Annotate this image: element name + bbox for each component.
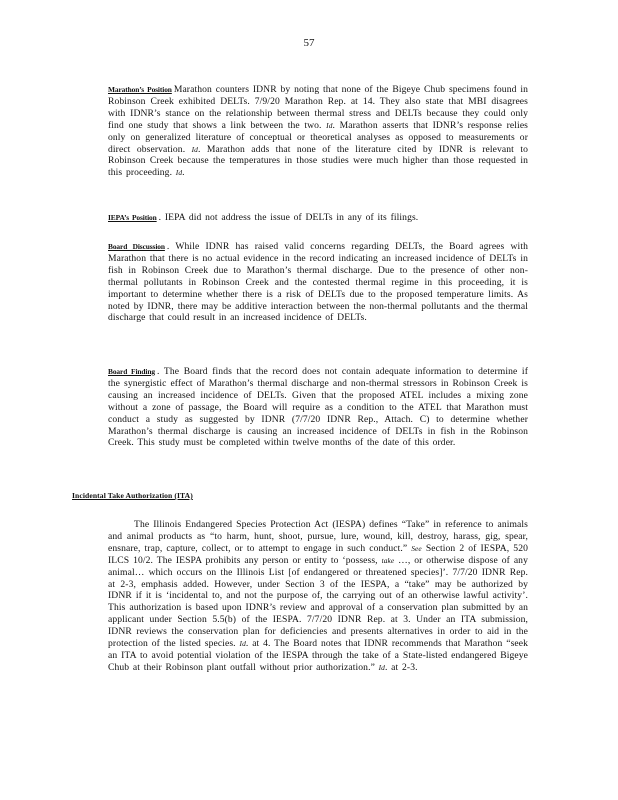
page-number: 57 bbox=[303, 37, 315, 49]
citation-see: See bbox=[411, 543, 422, 553]
paragraph-text: …, or otherwise dispose of any animal… which occurs on the Illinois List [of endangered or threatened species]’. 7/7/20 IDNR Rep. at 2-3, emphasis added. However, under Section 3 of the IESPA, a “take” may be authorized by IDNR if it is ‘incidental to, and not the purpose of, the carrying out of an otherwise lawful activity’. This authorization is based upon IDNR’s review and approval of a conservation plan submitted by an applicant under Section 5.5(b) of the IESPA. 7/7/20 IDNR Rep. at 3. Under an ITA submission, IDNR reviews the conservation plan for deficiencies and presents alternatives in order to aid in the protection of the listed species. bbox=[108, 554, 528, 650]
paragraph-board-finding bbox=[108, 366, 528, 449]
paragraph-text: . Marathon asserts that IDNR’s response relies only on generalized literature of conceptual or theoretical analyses as opposed to measurements or direct observation. bbox=[108, 119, 529, 155]
paragraph-text: . at 4. The Board notes that IDNR recommends that Marathon “seek an ITA to avoid potential violation of the IESPA through the take of a State-listed endangered Bigeye Chub at their Robinson plant outfall without prior authorization.” bbox=[108, 638, 529, 673]
citation-id: Id bbox=[175, 168, 183, 178]
paragraph-text: . The Board finds that the record does not contain adequate information to determine if the synergistic effect of Marathon’s thermal discharge and non-thermal stressors in Robinson Creek is causing an increased incidence of DELTs. Given that the proposed ATEL includes a mixing zone without a zone of passage, the Board will require as a condition to the ATEL that Marathon must conduct a study as suggested by IDNR (7/7/20 IDNR Rep., Attach. C) to determine whether Marathon’s thermal discharge is causing an increased incidence of DELTs in fish in the Robinson Creek. This study must be completed within twelve months of the date of this order. bbox=[108, 366, 528, 449]
paragraph-text: . bbox=[182, 167, 185, 179]
citation-id: Id bbox=[191, 144, 198, 154]
heading-marathon-position: Marathon’s Position bbox=[108, 85, 172, 94]
section-heading-ita: Incidental Take Authorization (ITA) bbox=[72, 491, 193, 500]
heading-board-discussion: Board Discussion bbox=[108, 242, 165, 251]
citation-id: Id bbox=[378, 662, 385, 672]
heading-board-finding: Board Finding bbox=[108, 367, 155, 376]
citation-id: Id bbox=[326, 120, 333, 130]
paragraph-ita bbox=[108, 519, 528, 674]
paragraph-marathon-position bbox=[108, 84, 528, 179]
heading-iepa-position: IEPA’s Position bbox=[108, 213, 157, 222]
paragraph-text: The Illinois Endangered Species Protection Act (IESPA) defines “Take” in reference to animals and animal products as “to harm, hunt, shoot, pursue, lure, wound, kill, destroy, harass, gig, spear, ensnare, trap, capture, collect, or to attempt to engage in such conduct.” bbox=[108, 519, 528, 554]
citation-id: Id bbox=[239, 639, 246, 649]
paragraph-text: . at 2-3. bbox=[384, 661, 418, 673]
paragraph-text: Section 2 of IESPA, 520 ILCS 10/2. The IESPA prohibits any person or entity to ‘possess, bbox=[108, 542, 528, 566]
paragraph-text: . Marathon adds that none of the literature cited by IDNR is relevant to Robinson Creek because the temperatures in those studies were much higher than those requested in this proceeding. bbox=[108, 143, 528, 179]
paragraph-board-discussion bbox=[108, 241, 528, 324]
emphasis-take: take bbox=[381, 555, 395, 565]
paragraph-text: . IEPA did not address the issue of DELTs in any of its filings. bbox=[158, 212, 419, 223]
paragraph-iepa-position bbox=[108, 212, 528, 224]
paragraph-text: . While IDNR has raised valid concerns regarding DELTs, the Board agrees with Marathon that there is no actual evidence in the record indicating an increased incidence of DELTs in fish in Robinson Creek due to Marathon’s thermal discharge. Due to the presence of other non-thermal pollutants in Robinson Creek and the contested thermal regime in this proceeding, it is important to determine whether there is a risk of DELTs due to the proposed temperature limits. As noted by IDNR, there may be additive interaction between the non-thermal pollutants and the thermal discharge that could result in an increased incidence of DELTs. bbox=[108, 241, 528, 324]
paragraph-text: Marathon counters IDNR by noting that none of the Bigeye Chub specimens found in Robinson Creek exhibited DELTs. 7/9/20 Marathon Rep. at 14. They also state that MBI disagrees with IDNR’s stance on the relationship between thermal stress and DELTs because they could only find one study that shows a link between the two. bbox=[108, 84, 528, 131]
